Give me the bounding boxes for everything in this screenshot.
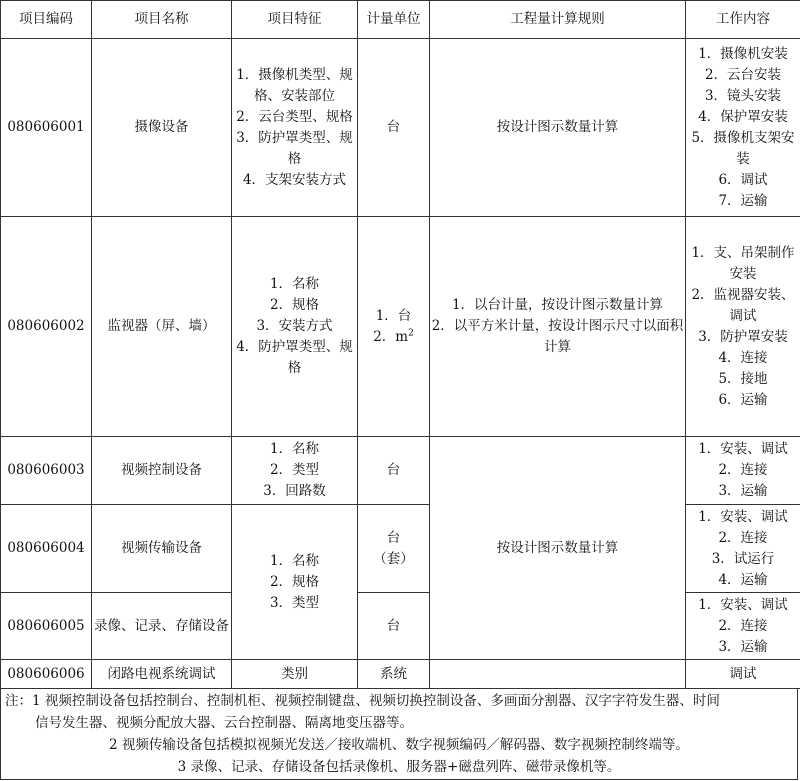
item-work	[686, 505, 800, 593]
unit-line	[359, 327, 428, 348]
work-line: 6．调试	[718, 171, 768, 188]
item-code: 080606002	[1, 217, 92, 437]
item-code: 080606001	[1, 39, 92, 217]
feature-line: 2．规格	[269, 573, 320, 590]
item-work	[686, 437, 800, 505]
item-name: 视频控制设备	[92, 437, 232, 505]
work-line: 1．安装、调试	[698, 508, 788, 525]
unit-superscript: 2	[408, 328, 414, 338]
item-name: 视频传输设备	[92, 505, 232, 593]
item-unit: 系统	[358, 660, 430, 689]
work-line: 3．镜头安装	[704, 87, 782, 104]
item-name: 监视器（屏、墙）	[92, 217, 232, 437]
feature-line: 3．安装方式	[256, 318, 333, 334]
item-code: 080606005	[1, 593, 92, 660]
item-code: 080606003	[1, 437, 92, 505]
feature-line: 格、安装部位	[254, 87, 335, 104]
header-row	[1, 1, 800, 39]
item-work	[686, 217, 800, 437]
item-rule-empty	[430, 660, 686, 689]
feature-line: 3．回路数	[263, 483, 326, 499]
item-name: 闭路电视系统调试	[92, 660, 232, 689]
work-line: 4．连接	[718, 349, 768, 366]
feature-line: 1．名称	[269, 441, 320, 457]
item-features-merged	[232, 505, 358, 660]
feature-line: 3．防护罩类型、规格	[236, 129, 353, 167]
feature-line: 2．规格	[269, 297, 320, 313]
feature-line: 2．类型	[269, 462, 320, 478]
work-line: 2．云台安装	[704, 66, 782, 83]
item-features	[232, 437, 358, 505]
work-line: 3．试运行	[711, 550, 775, 567]
unit-text: 2．m	[373, 328, 409, 345]
work-line: 1．支、吊架制作安装	[691, 244, 795, 282]
work-line: 7．运输	[718, 192, 768, 209]
work-line: 5．摄像机支架安装	[691, 129, 795, 167]
table-row	[1, 39, 800, 217]
work-line: 2．连接	[718, 462, 768, 478]
feature-line: 4．支架安装方式	[242, 171, 347, 188]
item-unit: 台	[358, 437, 430, 505]
item-rule	[430, 217, 686, 437]
work-line: 2．监视器安装、调试	[691, 286, 795, 324]
work-line: 5．接地	[718, 370, 768, 387]
table-row	[1, 217, 800, 437]
work-line: 2．连接	[718, 617, 768, 634]
item-features	[232, 39, 358, 217]
item-features: 类别	[232, 660, 358, 689]
item-work	[686, 39, 800, 217]
work-line: 4．运输	[718, 571, 768, 588]
work-line: 3．防护罩安装	[698, 328, 788, 345]
header-code: 项目编码	[1, 1, 92, 39]
table-notes	[0, 688, 798, 780]
item-features	[232, 217, 358, 437]
item-work	[686, 593, 800, 660]
item-unit: 台	[358, 593, 430, 660]
feature-line: 4．防护罩类型、规格	[236, 339, 353, 376]
work-line: 3．运输	[718, 638, 768, 655]
header-features: 项目特征	[232, 1, 358, 39]
item-rule: 按设计图示数量计算	[430, 39, 686, 217]
unit-line: 台	[386, 529, 401, 546]
item-name: 录像、记录、存储设备	[92, 593, 232, 660]
work-line: 1．安装、调试	[698, 441, 788, 457]
rule-line: 1．以台计量，按设计图示数量计算	[451, 297, 664, 313]
work-line: 1．安装、调试	[698, 596, 788, 613]
item-code: 080606004	[1, 505, 92, 593]
work-line: 4．保护罩安装	[698, 108, 788, 125]
note-1-continuation: 信号发生器、视频分配放大器、云台控制器、隔离地变压器等。	[35, 715, 413, 731]
feature-line: 1．名称	[269, 276, 320, 292]
item-unit	[358, 217, 430, 437]
header-unit: 计量单位	[358, 1, 430, 39]
item-name: 摄像设备	[92, 39, 232, 217]
feature-line: 1．摄像机类型、规	[236, 66, 353, 83]
work-line: 6．运输	[718, 391, 768, 408]
work-line: 1．摄像机安装	[698, 45, 788, 62]
rule-line: 2．以平方米计量，按设计图示尺寸以面积计算	[431, 318, 684, 355]
header-work: 工作内容	[686, 1, 800, 39]
work-line: 3．运输	[718, 483, 768, 499]
note-1-line: 注：1 视频控制设备包括控制台、控制机柜、视频控制键盘、视频切换控制设备、多画面分割器、汉字字符发生器、时间	[5, 693, 720, 709]
header-rule: 工程量计算规则	[430, 1, 686, 39]
item-code: 080606006	[1, 660, 92, 689]
note-2: 2 视频传输设备包括模拟视频光发送／接收端机、数字视频编码／解码器、数字视频控制终端等。	[109, 737, 689, 753]
note-1	[1, 690, 797, 734]
unit-line: （套）	[373, 550, 414, 567]
table-row	[1, 437, 800, 505]
item-unit: 台	[358, 39, 430, 217]
header-name: 项目名称	[92, 1, 232, 39]
item-rule-merged: 按设计图示数量计算	[430, 437, 686, 660]
item-unit	[358, 505, 430, 593]
work-line: 2．连接	[718, 529, 768, 546]
item-work: 调试	[686, 660, 800, 689]
unit-line: 1．台	[375, 307, 412, 324]
note-3: 3 录像、记录、存储设备包括录像机、服务器+磁盘列阵、磁带录像机等。	[177, 759, 621, 775]
feature-line: 2．云台类型、规格	[236, 108, 353, 125]
table-row	[1, 660, 800, 689]
feature-line: 1．名称	[269, 552, 320, 569]
feature-line: 3．类型	[269, 594, 320, 611]
